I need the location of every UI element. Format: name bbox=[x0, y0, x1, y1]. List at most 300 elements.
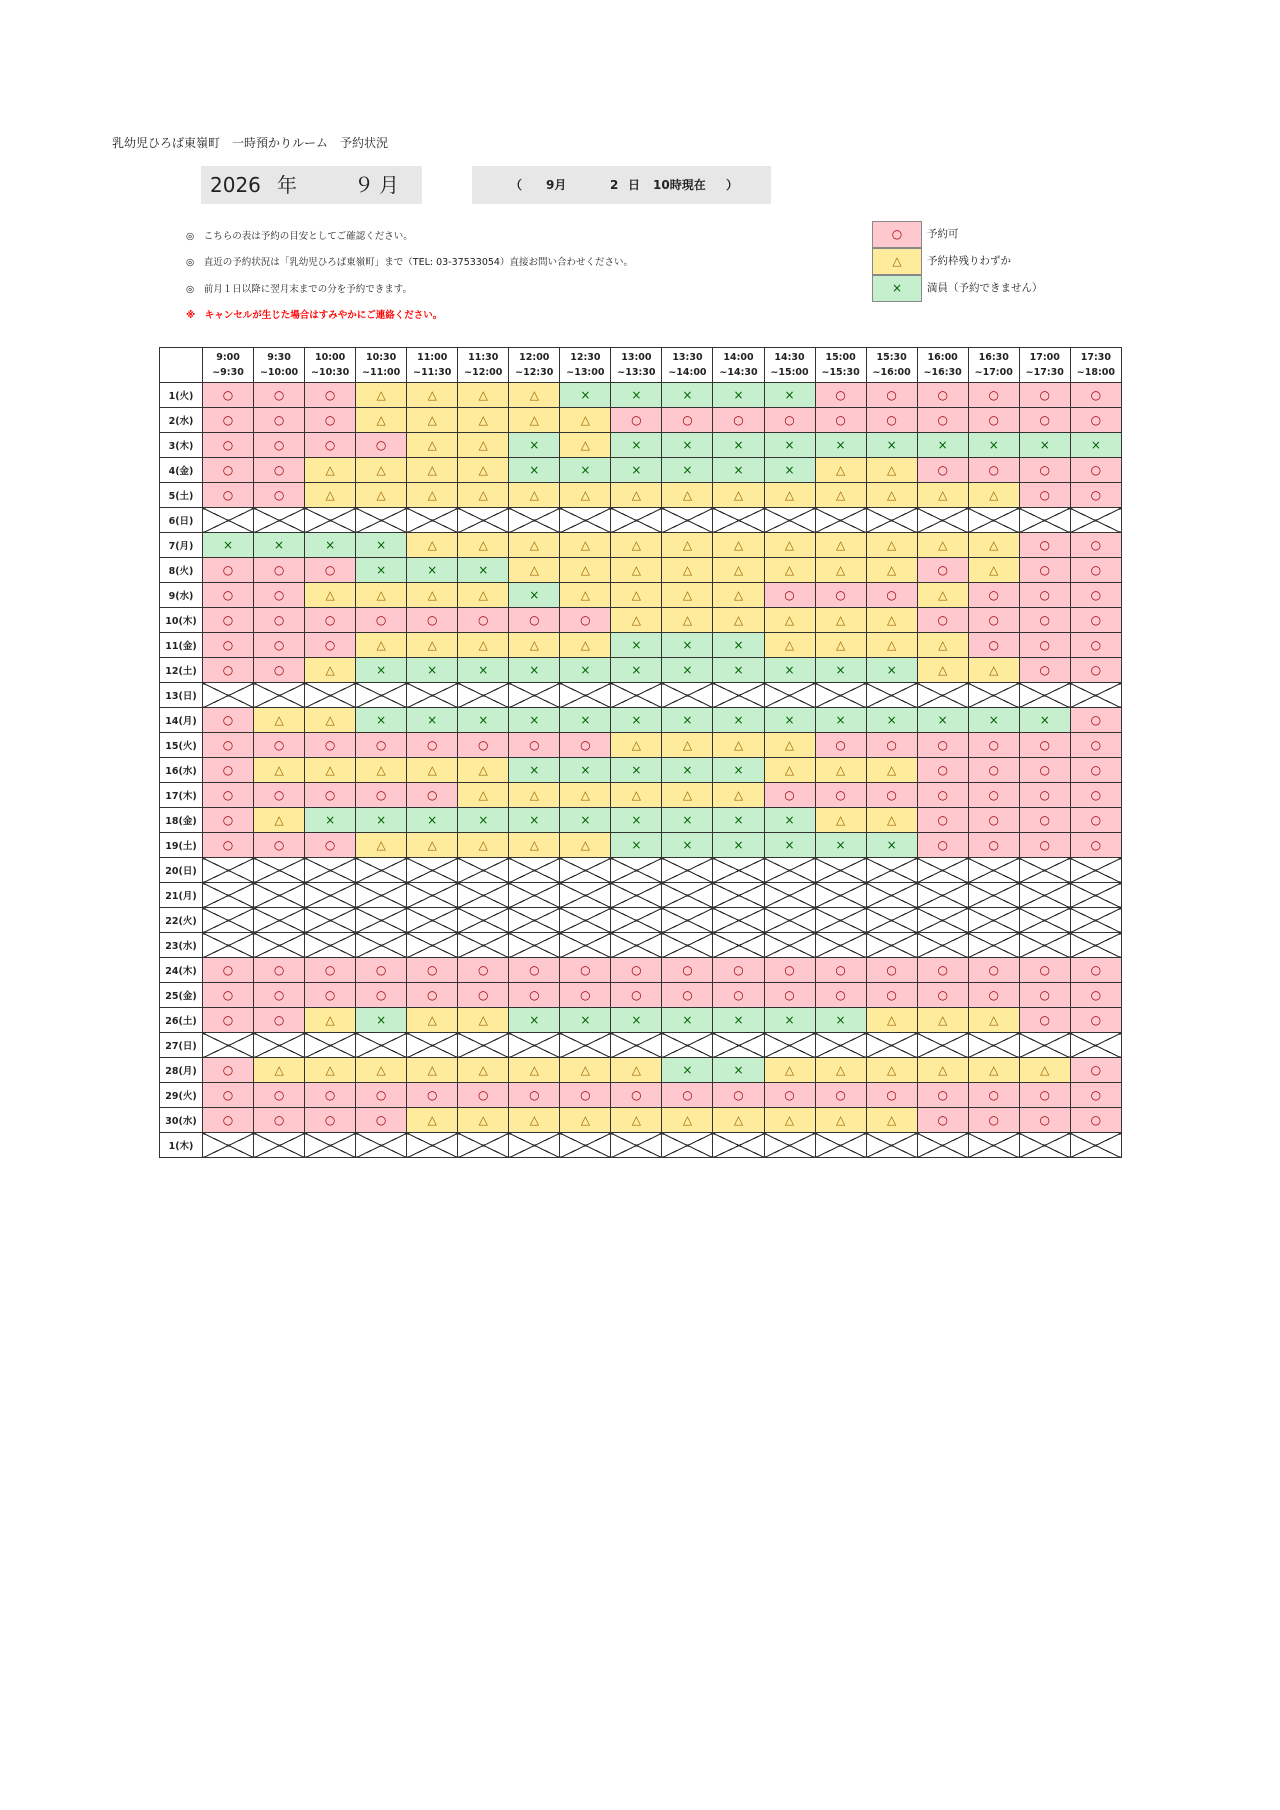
slot-end: ~14:00 bbox=[668, 367, 707, 378]
full-cell: × bbox=[611, 383, 662, 408]
available-cell: ○ bbox=[1019, 983, 1070, 1008]
few-left-cell: △ bbox=[305, 458, 356, 483]
day-label: 9(水) bbox=[160, 583, 203, 608]
as-of-day-suffix: 日 bbox=[628, 178, 641, 192]
few-left-cell: △ bbox=[815, 458, 866, 483]
closed-cell bbox=[662, 933, 713, 958]
available-cell: ○ bbox=[1070, 483, 1121, 508]
closed-cell bbox=[815, 883, 866, 908]
closed-cell bbox=[203, 908, 254, 933]
closed-cell bbox=[305, 683, 356, 708]
full-cell: × bbox=[305, 808, 356, 833]
full-cell: × bbox=[509, 808, 560, 833]
legend-label: 予約枠残りわずか bbox=[927, 255, 1011, 267]
full-cell: × bbox=[611, 433, 662, 458]
closed-cell bbox=[560, 908, 611, 933]
closed-cell bbox=[662, 858, 713, 883]
full-cell: × bbox=[407, 808, 458, 833]
few-left-cell: △ bbox=[764, 1058, 815, 1083]
available-cell: ○ bbox=[1019, 408, 1070, 433]
available-cell: ○ bbox=[356, 1083, 407, 1108]
available-cell: ○ bbox=[305, 1083, 356, 1108]
few-left-cell: △ bbox=[611, 608, 662, 633]
available-cell: ○ bbox=[407, 958, 458, 983]
available-cell: ○ bbox=[713, 1083, 764, 1108]
closed-cell bbox=[356, 508, 407, 533]
closed-cell bbox=[458, 883, 509, 908]
full-cell: × bbox=[968, 708, 1019, 733]
few-left-cell: △ bbox=[968, 558, 1019, 583]
few-left-cell: △ bbox=[611, 583, 662, 608]
full-cell: × bbox=[968, 433, 1019, 458]
few-left-cell: △ bbox=[815, 558, 866, 583]
closed-cell bbox=[254, 933, 305, 958]
full-cell: × bbox=[662, 758, 713, 783]
day-row bbox=[160, 808, 1122, 833]
slot-end: ~11:00 bbox=[362, 367, 401, 378]
day-label: 22(火) bbox=[160, 908, 203, 933]
few-left-cell: △ bbox=[611, 733, 662, 758]
closed-cell bbox=[560, 883, 611, 908]
closed-cell bbox=[713, 858, 764, 883]
closed-cell bbox=[1070, 883, 1121, 908]
day-label: 25(金) bbox=[160, 983, 203, 1008]
page-title: 乳幼児ひろば東嶺町 一時預かりルーム 予約状況 bbox=[112, 136, 389, 150]
as-of-open-paren: （ bbox=[510, 178, 523, 192]
full-cell: × bbox=[713, 458, 764, 483]
day-label: 13(日) bbox=[160, 683, 203, 708]
available-cell: ○ bbox=[1070, 658, 1121, 683]
time-slot-header bbox=[509, 348, 560, 383]
closed-cell bbox=[305, 933, 356, 958]
time-slot-header bbox=[254, 348, 305, 383]
day-row bbox=[160, 983, 1122, 1008]
few-left-cell: △ bbox=[407, 383, 458, 408]
available-cell: ○ bbox=[1070, 1108, 1121, 1133]
day-row bbox=[160, 583, 1122, 608]
few-left-cell: △ bbox=[305, 708, 356, 733]
available-cell: ○ bbox=[356, 733, 407, 758]
closed-cell bbox=[764, 908, 815, 933]
closed-cell bbox=[254, 683, 305, 708]
time-slot-header bbox=[713, 348, 764, 383]
few-left-cell: △ bbox=[509, 483, 560, 508]
closed-cell bbox=[356, 883, 407, 908]
few-left-cell: △ bbox=[713, 783, 764, 808]
closed-cell bbox=[968, 933, 1019, 958]
closed-cell bbox=[611, 858, 662, 883]
few-left-cell: △ bbox=[509, 408, 560, 433]
few-left-cell: △ bbox=[662, 483, 713, 508]
closed-cell bbox=[458, 908, 509, 933]
closed-cell bbox=[764, 858, 815, 883]
as-of-close-paren: ） bbox=[726, 178, 739, 192]
closed-cell bbox=[407, 683, 458, 708]
closed-cell bbox=[662, 508, 713, 533]
available-cell: ○ bbox=[1019, 608, 1070, 633]
available-cell: ○ bbox=[968, 833, 1019, 858]
few-left-cell: △ bbox=[611, 783, 662, 808]
available-cell: ○ bbox=[1070, 833, 1121, 858]
full-cell: × bbox=[662, 658, 713, 683]
closed-cell bbox=[356, 933, 407, 958]
closed-cell bbox=[458, 1033, 509, 1058]
full-cell: × bbox=[305, 533, 356, 558]
day-row bbox=[160, 458, 1122, 483]
slot-end: ~13:00 bbox=[566, 367, 605, 378]
time-slot-header bbox=[203, 348, 254, 383]
day-label: 24(木) bbox=[160, 958, 203, 983]
closed-cell bbox=[917, 1033, 968, 1058]
closed-cell bbox=[815, 908, 866, 933]
day-label: 1(木) bbox=[160, 1133, 203, 1158]
full-cell: × bbox=[407, 558, 458, 583]
full-cell: × bbox=[458, 808, 509, 833]
full-cell: × bbox=[356, 708, 407, 733]
closed-cell bbox=[1019, 933, 1070, 958]
reservation-grid bbox=[159, 347, 1122, 1158]
few-left-cell: △ bbox=[611, 1108, 662, 1133]
closed-cell bbox=[203, 933, 254, 958]
few-left-cell: △ bbox=[611, 1058, 662, 1083]
available-cell: ○ bbox=[560, 733, 611, 758]
few-left-cell: △ bbox=[407, 458, 458, 483]
full-cell: × bbox=[560, 458, 611, 483]
few-left-cell: △ bbox=[509, 833, 560, 858]
full-cell: × bbox=[458, 708, 509, 733]
available-cell: ○ bbox=[1019, 583, 1070, 608]
few-left-cell: △ bbox=[458, 433, 509, 458]
full-cell: × bbox=[866, 658, 917, 683]
closed-cell bbox=[611, 683, 662, 708]
full-cell: × bbox=[764, 833, 815, 858]
full-cell: × bbox=[560, 1008, 611, 1033]
closed-cell bbox=[866, 858, 917, 883]
few-left-cell: △ bbox=[458, 1058, 509, 1083]
closed-cell bbox=[815, 1133, 866, 1158]
available-cell: ○ bbox=[968, 1108, 1019, 1133]
legend-full bbox=[872, 275, 1072, 302]
closed-cell bbox=[662, 1133, 713, 1158]
available-cell: ○ bbox=[815, 733, 866, 758]
available-cell: ○ bbox=[815, 1083, 866, 1108]
available-cell: ○ bbox=[1019, 833, 1070, 858]
few-left-cell: △ bbox=[968, 1008, 1019, 1033]
closed-cell bbox=[713, 908, 764, 933]
available-cell: ○ bbox=[917, 408, 968, 433]
available-cell: ○ bbox=[1019, 483, 1070, 508]
closed-cell bbox=[713, 883, 764, 908]
closed-cell bbox=[917, 508, 968, 533]
available-cell: ○ bbox=[254, 558, 305, 583]
closed-cell bbox=[713, 508, 764, 533]
closed-cell bbox=[254, 508, 305, 533]
slot-start: 16:00 bbox=[927, 352, 958, 363]
available-cell: ○ bbox=[968, 983, 1019, 1008]
slot-start: 12:30 bbox=[570, 352, 601, 363]
available-cell: ○ bbox=[1070, 708, 1121, 733]
few-left-cell: △ bbox=[662, 583, 713, 608]
few-left-cell: △ bbox=[305, 483, 356, 508]
available-cell: ○ bbox=[1019, 758, 1070, 783]
closed-cell bbox=[458, 933, 509, 958]
available-cell: ○ bbox=[458, 1083, 509, 1108]
closed-cell bbox=[560, 683, 611, 708]
slot-start: 10:30 bbox=[366, 352, 397, 363]
available-cell: ○ bbox=[458, 733, 509, 758]
closed-cell bbox=[407, 883, 458, 908]
full-cell: × bbox=[356, 533, 407, 558]
closed-cell bbox=[968, 883, 1019, 908]
available-cell: ○ bbox=[611, 958, 662, 983]
available-cell: ○ bbox=[917, 458, 968, 483]
closed-cell bbox=[917, 683, 968, 708]
available-cell: ○ bbox=[560, 1083, 611, 1108]
available-cell: ○ bbox=[1019, 558, 1070, 583]
full-cell: × bbox=[611, 1008, 662, 1033]
slot-end: ~13:30 bbox=[617, 367, 656, 378]
few-left-cell: △ bbox=[662, 783, 713, 808]
few-left-cell: △ bbox=[509, 383, 560, 408]
available-cell: ○ bbox=[254, 733, 305, 758]
closed-cell bbox=[917, 858, 968, 883]
available-cell: ○ bbox=[203, 783, 254, 808]
full-cell: × bbox=[713, 633, 764, 658]
day-row bbox=[160, 783, 1122, 808]
few-left-cell: △ bbox=[866, 558, 917, 583]
closed-cell bbox=[356, 1033, 407, 1058]
day-row bbox=[160, 958, 1122, 983]
full-cell: × bbox=[662, 1008, 713, 1033]
time-slot-header bbox=[968, 348, 1019, 383]
few-left-cell: △ bbox=[713, 608, 764, 633]
available-cell: ○ bbox=[1070, 758, 1121, 783]
full-cell: × bbox=[611, 758, 662, 783]
few-left-cell: △ bbox=[305, 658, 356, 683]
day-label: 6(日) bbox=[160, 508, 203, 533]
available-cell: ○ bbox=[1070, 958, 1121, 983]
available-cell: ○ bbox=[917, 983, 968, 1008]
few-left-cell: △ bbox=[917, 533, 968, 558]
closed-cell bbox=[407, 933, 458, 958]
day-label: 16(水) bbox=[160, 758, 203, 783]
full-cell: × bbox=[662, 708, 713, 733]
available-cell: ○ bbox=[203, 833, 254, 858]
available-cell: ○ bbox=[407, 1083, 458, 1108]
slot-end: ~14:30 bbox=[719, 367, 758, 378]
closed-cell bbox=[764, 683, 815, 708]
closed-cell bbox=[866, 508, 917, 533]
closed-cell bbox=[968, 858, 1019, 883]
available-cell: ○ bbox=[1019, 658, 1070, 683]
closed-cell bbox=[1019, 683, 1070, 708]
full-cell: × bbox=[662, 1058, 713, 1083]
available-cell: ○ bbox=[1070, 533, 1121, 558]
day-label: 7(月) bbox=[160, 533, 203, 558]
slot-end: ~11:30 bbox=[413, 367, 452, 378]
few-left-cell: △ bbox=[407, 633, 458, 658]
few-left-cell: △ bbox=[815, 633, 866, 658]
few-left-cell: △ bbox=[662, 608, 713, 633]
available-cell: ○ bbox=[305, 983, 356, 1008]
few-left-cell: △ bbox=[815, 533, 866, 558]
available-cell: ○ bbox=[203, 558, 254, 583]
closed-cell bbox=[866, 933, 917, 958]
legend-label: 予約可 bbox=[927, 228, 959, 240]
time-slot-header bbox=[1070, 348, 1121, 383]
day-label: 1(火) bbox=[160, 383, 203, 408]
available-cell: ○ bbox=[560, 608, 611, 633]
closed-cell bbox=[203, 683, 254, 708]
few-left-cell: △ bbox=[458, 533, 509, 558]
available-cell: ○ bbox=[305, 408, 356, 433]
day-row bbox=[160, 733, 1122, 758]
few-left-cell: △ bbox=[458, 783, 509, 808]
full-cell: × bbox=[713, 833, 764, 858]
closed-cell bbox=[662, 1033, 713, 1058]
available-cell: ○ bbox=[815, 383, 866, 408]
few-left-cell: △ bbox=[968, 533, 1019, 558]
available-cell: ○ bbox=[968, 383, 1019, 408]
time-slot-header bbox=[560, 348, 611, 383]
few-left-cell: △ bbox=[968, 1058, 1019, 1083]
available-cell: ○ bbox=[254, 658, 305, 683]
available-cell: ○ bbox=[254, 1083, 305, 1108]
full-cell: × bbox=[662, 383, 713, 408]
closed-cell bbox=[254, 908, 305, 933]
available-cell: ○ bbox=[203, 408, 254, 433]
available-cell: ○ bbox=[356, 783, 407, 808]
closed-cell bbox=[1070, 933, 1121, 958]
day-row bbox=[160, 433, 1122, 458]
available-cell: ○ bbox=[509, 608, 560, 633]
available-cell: ○ bbox=[611, 408, 662, 433]
time-slot-header bbox=[815, 348, 866, 383]
full-cell: × bbox=[764, 433, 815, 458]
closed-cell bbox=[509, 883, 560, 908]
few-left-cell: △ bbox=[866, 633, 917, 658]
closed-cell bbox=[968, 1033, 1019, 1058]
few-left-cell: △ bbox=[458, 483, 509, 508]
slot-start: 11:00 bbox=[417, 352, 448, 363]
few-left-cell: △ bbox=[917, 483, 968, 508]
as-of-box bbox=[472, 166, 771, 204]
closed-cell bbox=[1019, 508, 1070, 533]
full-cell: × bbox=[611, 458, 662, 483]
available-cell: ○ bbox=[254, 983, 305, 1008]
day-row bbox=[160, 608, 1122, 633]
time-slot-header bbox=[305, 348, 356, 383]
full-cell: × bbox=[254, 533, 305, 558]
few-left-cell: △ bbox=[458, 633, 509, 658]
corner-cell bbox=[160, 348, 203, 383]
day-label: 15(火) bbox=[160, 733, 203, 758]
closed-cell bbox=[866, 908, 917, 933]
triangle-icon: △ bbox=[872, 248, 922, 275]
available-cell: ○ bbox=[203, 383, 254, 408]
available-cell: ○ bbox=[356, 958, 407, 983]
slot-end: ~17:30 bbox=[1025, 367, 1064, 378]
few-left-cell: △ bbox=[764, 483, 815, 508]
closed-cell bbox=[305, 1033, 356, 1058]
few-left-cell: △ bbox=[866, 458, 917, 483]
full-cell: × bbox=[203, 533, 254, 558]
closed-cell bbox=[407, 1133, 458, 1158]
few-left-cell: △ bbox=[407, 758, 458, 783]
full-cell: × bbox=[713, 708, 764, 733]
available-cell: ○ bbox=[203, 583, 254, 608]
full-cell: × bbox=[560, 758, 611, 783]
legend-available bbox=[872, 221, 1072, 248]
few-left-cell: △ bbox=[560, 783, 611, 808]
cancel-warning: ※ キャンセルが生じた場合はすみやかにご連絡ください。 bbox=[186, 310, 443, 321]
few-left-cell: △ bbox=[560, 833, 611, 858]
year-month-box bbox=[201, 166, 422, 204]
few-left-cell: △ bbox=[458, 1008, 509, 1033]
day-row bbox=[160, 533, 1122, 558]
few-left-cell: △ bbox=[407, 533, 458, 558]
full-cell: × bbox=[611, 658, 662, 683]
available-cell: ○ bbox=[968, 583, 1019, 608]
available-cell: ○ bbox=[1070, 558, 1121, 583]
day-row bbox=[160, 933, 1122, 958]
slot-start: 15:30 bbox=[876, 352, 907, 363]
closed-cell bbox=[458, 1133, 509, 1158]
available-cell: ○ bbox=[1019, 633, 1070, 658]
few-left-cell: △ bbox=[815, 483, 866, 508]
available-cell: ○ bbox=[917, 833, 968, 858]
available-cell: ○ bbox=[1019, 958, 1070, 983]
available-cell: ○ bbox=[203, 1058, 254, 1083]
slot-end: ~15:30 bbox=[821, 367, 860, 378]
closed-cell bbox=[917, 933, 968, 958]
slot-end: ~10:00 bbox=[259, 367, 299, 378]
time-slot-header bbox=[764, 348, 815, 383]
as-of-time: 10時現在 bbox=[653, 178, 706, 192]
closed-cell bbox=[305, 908, 356, 933]
available-cell: ○ bbox=[968, 608, 1019, 633]
closed-cell bbox=[407, 858, 458, 883]
closed-cell bbox=[968, 683, 1019, 708]
full-cell: × bbox=[509, 758, 560, 783]
time-header-row bbox=[160, 348, 1122, 383]
slot-start: 17:00 bbox=[1029, 352, 1060, 363]
few-left-cell: △ bbox=[407, 583, 458, 608]
few-left-cell: △ bbox=[866, 608, 917, 633]
available-cell: ○ bbox=[815, 958, 866, 983]
few-left-cell: △ bbox=[815, 1058, 866, 1083]
full-cell: × bbox=[356, 558, 407, 583]
available-cell: ○ bbox=[254, 483, 305, 508]
available-cell: ○ bbox=[1070, 983, 1121, 1008]
full-cell: × bbox=[815, 833, 866, 858]
time-slot-header bbox=[458, 348, 509, 383]
few-left-cell: △ bbox=[254, 808, 305, 833]
day-row bbox=[160, 508, 1122, 533]
few-left-cell: △ bbox=[764, 758, 815, 783]
few-left-cell: △ bbox=[356, 383, 407, 408]
month-value: ９ bbox=[354, 173, 374, 197]
closed-cell bbox=[866, 1033, 917, 1058]
full-cell: × bbox=[662, 458, 713, 483]
day-row bbox=[160, 483, 1122, 508]
few-left-cell: △ bbox=[713, 558, 764, 583]
full-cell: × bbox=[407, 658, 458, 683]
legend-few-left bbox=[872, 248, 1072, 275]
available-cell: ○ bbox=[254, 1008, 305, 1033]
few-left-cell: △ bbox=[968, 483, 1019, 508]
few-left-cell: △ bbox=[968, 658, 1019, 683]
